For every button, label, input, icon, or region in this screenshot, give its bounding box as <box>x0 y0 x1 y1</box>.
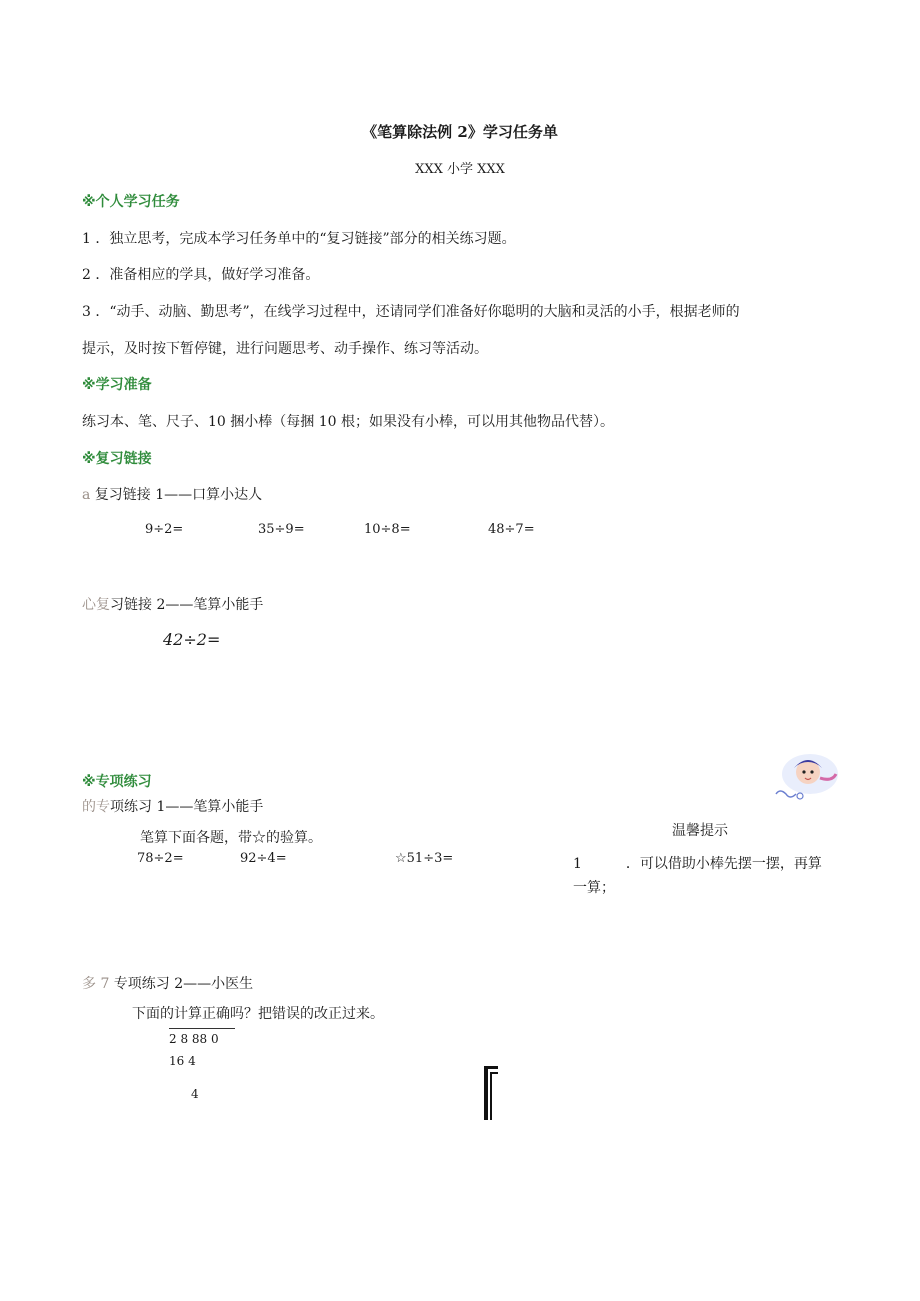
practice-eq-2: 92÷4= <box>240 851 287 866</box>
page-title: 《笔算除法例 2》学习任务单 <box>362 123 558 141</box>
review-link-1-label: 复习链接 1——口算小达人 <box>94 487 263 503</box>
division-row-3: 4 <box>191 1087 199 1101</box>
section-heading-personal: ※个人学习任务 <box>82 194 180 210</box>
review-eq-1: 9÷2= <box>145 522 184 537</box>
section-heading-prep: ※学习准备 <box>82 377 152 393</box>
practice-1-label: 项练习 1——笔算小能手 <box>110 799 264 815</box>
tip-line-1-num: 1 <box>573 856 582 872</box>
tip-title: 温馨提示 <box>672 823 728 839</box>
practice-2-prefix: 多 7 <box>82 976 110 992</box>
tip-line-1 <box>573 852 822 876</box>
review-eq-4: 48÷7= <box>488 522 535 537</box>
practice-1-instruction: 笔算下面各题，带☆的验算。 <box>140 830 322 846</box>
practice-2 <box>82 973 253 993</box>
practice-1-prefix: 的专 <box>82 799 110 815</box>
section-heading-review: ※复习链接 <box>82 451 152 467</box>
cartoon-child-icon <box>770 748 840 806</box>
review-link-1 <box>82 484 262 504</box>
review-link-1-prefix: a <box>82 487 91 503</box>
practice-2-instruction: 下面的计算正确吗？把错误的改正过来。 <box>132 1006 384 1022</box>
bracket-icon <box>482 1066 498 1120</box>
division-bracket-line <box>169 1028 235 1029</box>
review-link-2 <box>82 594 263 614</box>
division-row-1: 2 8 88 0 <box>169 1032 219 1046</box>
personal-item-3: 3 ．“动手、动脑、勤思考”，在线学习过程中，还请同学们准备好你聪明的大脑和灵活的小手，根据老师的 <box>82 304 740 320</box>
review-link-2-label: 习链接 2——笔算小能手 <box>110 597 264 613</box>
practice-1 <box>82 796 263 816</box>
practice-eq-1: 78÷2= <box>137 851 184 866</box>
review-link-2-prefix: 心复 <box>82 597 110 613</box>
division-row-2: 16 4 <box>169 1054 196 1068</box>
practice-eq-3: ☆51÷3= <box>395 851 454 866</box>
page-subtitle: XXX 小学 XXX <box>415 162 505 177</box>
review-eq-2: 35÷9= <box>258 522 305 537</box>
personal-item-1: 1 ．独立思考，完成本学习任务单中的“复习链接”部分的相关练习题。 <box>82 231 516 247</box>
prep-text: 练习本、笔、尺子、10 捆小棒（每捆 10 根；如果没有小棒，可以用其他物品代替）。 <box>82 414 614 430</box>
tip-line-2: 一算； <box>573 880 615 896</box>
practice-2-label: 专项练习 2——小医生 <box>109 976 254 992</box>
review-link-2-equation: 42÷2= <box>163 630 221 649</box>
review-eq-3: 10÷8= <box>364 522 411 537</box>
personal-item-3-cont: 提示，及时按下暂停键，进行问题思考、动手操作、练习等活动。 <box>82 341 488 357</box>
personal-item-2: 2 ．准备相应的学具，做好学习准备。 <box>82 267 320 283</box>
section-heading-practice: ※专项练习 <box>82 774 152 790</box>
tip-line-1-text: ．可以借助小棒先摆一摆，再算 <box>625 856 822 872</box>
